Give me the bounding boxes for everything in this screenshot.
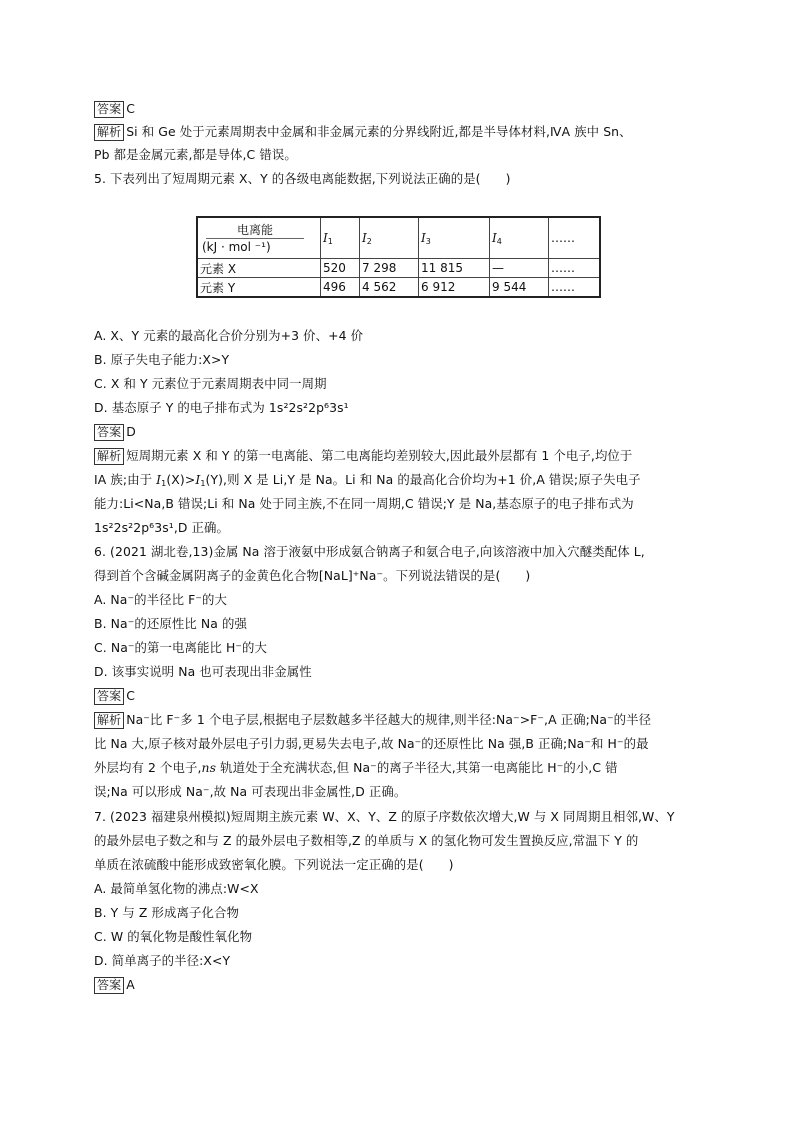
q6-option-d: D. 该事实说明 Na 也可表现出非金属性	[94, 664, 312, 679]
analysis-tag: 解析	[94, 448, 124, 465]
table-cell: 11 815	[419, 259, 490, 278]
q6-analysis-line-2: 比 Na 大,原子核对最外层电子引力弱,更易失去电子,故 Na⁻的还原性比 Na 强,B 正确;Na⁻和 H⁻的最	[94, 736, 649, 751]
row-label: 元素 X	[197, 259, 321, 278]
q7-option-c: C. W 的氧化物是酸性氧化物	[94, 929, 253, 944]
ionization-energy-table	[196, 216, 601, 298]
table-cell: 6 912	[419, 278, 490, 298]
q5-option-c: C. X 和 Y 元素位于元素周期表中同一周期	[94, 376, 327, 391]
q4-analysis-line-2: Pb 都是金属元素,都是导体,C 错误。	[94, 147, 297, 162]
table-cell: 9 544	[490, 278, 549, 298]
col-header-i2: $I_2$	[360, 217, 419, 259]
q5-analysis-line-1: 解析 短周期元素 X 和 Y 的第一电离能、第二电离能均差别较大,因此最外层都有 1 个电子,均位于	[94, 447, 632, 465]
table-header-row	[197, 217, 600, 259]
analysis-tag: 解析	[94, 124, 124, 141]
col-header-i4: $I_4$	[490, 217, 549, 259]
q6-option-a: A. Na⁻的半径比 F⁻的大	[94, 592, 227, 607]
table-cell: —	[490, 259, 549, 278]
q6-option-b: B. Na⁻的还原性比 Na 的强	[94, 616, 247, 631]
q6-answer-line	[94, 687, 135, 705]
q6-option-c: C. Na⁻的第一电离能比 H⁻的大	[94, 640, 268, 655]
q6-analysis-line-4: 误;Na 可以形成 Na⁻,故 Na 可表现出非金属性,D 正确。	[94, 784, 407, 799]
q4-analysis-line-1: 解析 Si 和 Ge 处于元素周期表中金属和非金属元素的分界线附近,都是半导体材料,ⅣA 族中 Sn、	[94, 123, 632, 141]
answer-tag: 答案	[94, 977, 124, 994]
q5-option-a: A. X、Y 元素的最高化合价分别为+3 价、+4 价	[94, 328, 364, 343]
table-cell: 496	[321, 278, 360, 298]
q6-stem-line-2: 得到首个含碱金属阴离子的金黄色化合物[NaL]⁺Na⁻。下列说法错误的是( )	[94, 568, 531, 583]
q5-analysis-line-3: 能力:Li<Na,B 错误;Li 和 Na 处于同主族,不在同一周期,C 错误;Y 是 Na,基态原子的电子排布式为	[94, 496, 634, 511]
col-header-i1: $I_1$	[321, 217, 360, 259]
q4-answer-line	[94, 100, 135, 118]
q4-answer: C	[126, 101, 135, 116]
q5-answer-line	[94, 423, 136, 441]
table-row	[197, 278, 600, 298]
answer-tag: 答案	[94, 688, 124, 705]
answer-tag: 答案	[94, 101, 124, 118]
table-cell: ……	[549, 278, 601, 298]
row-label: 元素 Y	[197, 278, 321, 298]
q6-answer: C	[126, 688, 135, 703]
q6-stem-line-1: 6. (2021 湖北卷,13)金属 Na 溶于液氨中形成氨合钠离子和氨合电子,向该溶液中加入穴醚类配体 L,	[94, 544, 645, 559]
table-header-cell: 电离能 (kJ · mol ⁻¹)	[197, 217, 321, 259]
table-cell: 7 298	[360, 259, 419, 278]
table-cell: 4 562	[360, 278, 419, 298]
q5-analysis-line-4: 1s²2s²2p⁶3s¹,D 正确。	[94, 520, 230, 535]
col-header-i3: $I_3$	[419, 217, 490, 259]
q5-option-b: B. 原子失电子能力:X>Y	[94, 352, 230, 367]
q7-stem-line-3: 单质在浓硫酸中能形成致密氧化膜。下列说法一定正确的是( )	[94, 857, 454, 872]
answer-tag: 答案	[94, 424, 124, 441]
col-header-more: ……	[549, 217, 601, 259]
q7-stem-line-1: 7. (2023 福建泉州模拟)短周期主族元素 W、X、Y、Z 的原子序数依次增大,W 与 X 同周期且相邻,W、Y	[94, 809, 675, 824]
table-row	[197, 259, 600, 278]
q5-option-d: D. 基态原子 Y 的电子排布式为 1s²2s²2p⁶3s¹	[94, 400, 349, 415]
q7-option-a: A. 最简单氢化物的沸点:W<X	[94, 881, 259, 896]
q5-answer: D	[126, 424, 136, 439]
analysis-tag: 解析	[94, 712, 124, 729]
q7-answer-line	[94, 976, 135, 994]
q7-option-d: D. 简单离子的半径:X<Y	[94, 953, 231, 968]
q7-option-b: B. Y 与 Z 形成离子化合物	[94, 905, 239, 920]
table-cell: 520	[321, 259, 360, 278]
q6-analysis-line-1: 解析 Na⁻比 F⁻多 1 个电子层,根据电子层数越多半径越大的规律,则半径:Na⁻>F⁻,A 正确;Na⁻的半径	[94, 711, 651, 729]
q7-stem-line-2: 的最外层电子数之和与 Z 的最外层电子数相等,Z 的单质与 X 的氢化物可发生置换反应,常温下 Y 的	[94, 833, 639, 848]
q5-stem: 5. 下表列出了短周期元素 X、Y 的各级电离能数据,下列说法正确的是( )	[94, 171, 511, 186]
q5-analysis-line-2: ⅠA 族;由于 $I_1(X)>I_1(Y)$,则 X 是 Li,Y 是 Na。Li 和 Na 的最高化合价均为+1 价,A 错误;原子失电子	[94, 472, 641, 488]
table-cell: ……	[549, 259, 601, 278]
q6-analysis-line-3: 外层均有 2 个电子,ns 轨道处于全充满状态,但 Na⁻的离子半径大,其第一电离能比 H⁻的小,C 错	[94, 760, 618, 775]
q7-answer: A	[126, 977, 135, 992]
